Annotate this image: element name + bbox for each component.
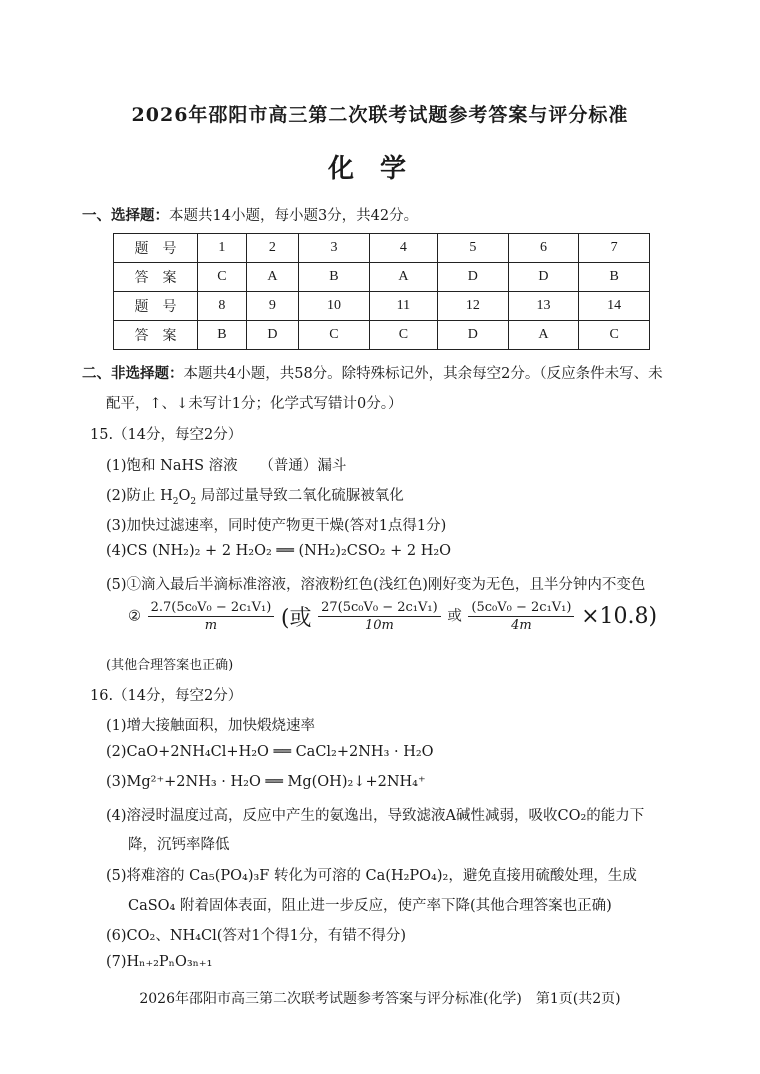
fraction-2 xyxy=(318,600,441,633)
table-cell: 4 xyxy=(369,234,437,263)
table-cell: 5 xyxy=(437,234,508,263)
section2-text2: 配平，↑、↓未写计1分；化学式写错计0分。） xyxy=(106,396,403,412)
row-label-question: 题号 xyxy=(114,234,198,263)
table-cell: 14 xyxy=(579,292,650,321)
row-label-answer: 答案 xyxy=(114,263,198,292)
table-row xyxy=(114,263,650,292)
q15-answer-2-b: O xyxy=(178,488,191,504)
q15-answer-2: (2)防止 $H_2O_2$ 局部过量导致二氧化硫脲被氧化 xyxy=(106,488,404,507)
formula-tail: ×10.8) xyxy=(581,604,658,629)
row-label-question: 题号 xyxy=(114,292,198,321)
table-cell: B xyxy=(579,263,650,292)
fraction-3 xyxy=(468,600,574,633)
q16-answer-3: (3)Mg²⁺+2NH₃ · H₂O ══ Mg(OH)₂↓+2NH₄⁺ xyxy=(106,774,426,790)
table-cell: D xyxy=(508,263,579,292)
q16-answer-4b: 降，沉钙率降低 xyxy=(128,837,230,853)
q16-answer-4a: (4)溶浸时温度过高，反应中产生的氨逸出，导致滤液A碱性减弱，吸收CO₂的能力下 xyxy=(106,808,645,824)
table-cell: D xyxy=(246,321,298,350)
fraction-1-denominator: m xyxy=(204,618,218,633)
table-cell: 13 xyxy=(508,292,579,321)
page-footer: 2026年邵阳市高三第二次联考试题参考答案与评分标准(化学) 第1页(共2页) xyxy=(139,991,621,1007)
table-row xyxy=(114,321,650,350)
fraction-2-numerator: 27(5c₀V₀ − 2c₁V₁) xyxy=(318,600,441,617)
q16-answer-5b: CaSO₄ 附着固体表面，阻止进一步反应，使产率下降(其他合理答案也正确) xyxy=(128,898,612,914)
table-cell: 1 xyxy=(198,234,247,263)
section1-line xyxy=(82,204,418,225)
table-cell: A xyxy=(508,321,579,350)
q15-answer-5: (5)①滴入最后半滴标准溶液，溶液粉红色(浅红色)刚好变为无色，且半分钟内不变色 xyxy=(106,577,646,593)
q15-note: (其他合理答案也正确) xyxy=(106,658,234,673)
q15-answer-1: (1)饱和 NaHS 溶液 （普通）漏斗 xyxy=(106,458,347,474)
table-cell: C xyxy=(198,263,247,292)
q16-header: 16.（14分，每空2分） xyxy=(90,688,243,704)
q16-answer-7: (7)Hₙ₊₂PₙO₃ₙ₊₁ xyxy=(106,954,213,970)
table-cell: 7 xyxy=(579,234,650,263)
table-cell: 2 xyxy=(246,234,298,263)
table-cell: A xyxy=(369,263,437,292)
answer-table xyxy=(113,233,650,350)
q15-header: 15.（14分，每空2分） xyxy=(90,427,243,443)
table-cell: D xyxy=(437,263,508,292)
fraction-3-denominator: 4m xyxy=(511,618,532,633)
q15-answer-4: (4)CS (NH₂)₂ + 2 H₂O₂ ══ (NH₂)₂CSO₂ + 2 H₂O xyxy=(106,543,452,559)
table-cell: C xyxy=(299,321,370,350)
section2-text1: 本题共4小题，共58分。除特殊标记外，其余每空2分。（反应条件未写、未 xyxy=(183,366,663,382)
fraction-1-numerator: 2.7(5c₀V₀ − 2c₁V₁) xyxy=(148,600,275,617)
table-cell: 8 xyxy=(198,292,247,321)
section1-heading: 一、选择题： xyxy=(82,207,169,224)
q15-answer-3: (3)加快过滤速率，同时使产物更干燥(答对1点得1分) xyxy=(106,518,447,534)
formula-or-1: (或 xyxy=(280,606,312,631)
table-cell: 12 xyxy=(437,292,508,321)
table-cell: 6 xyxy=(508,234,579,263)
table-cell: C xyxy=(579,321,650,350)
table-cell: B xyxy=(198,321,247,350)
row-label-answer: 答案 xyxy=(114,321,198,350)
table-cell: 11 xyxy=(369,292,437,321)
fraction-3-numerator: (5c₀V₀ − 2c₁V₁) xyxy=(468,600,574,617)
formula-or-2: 或 xyxy=(447,608,462,625)
section2-line1 xyxy=(82,362,663,383)
fraction-1 xyxy=(148,600,275,633)
q15-formula xyxy=(128,600,657,633)
q15-answer-2-a: (2)防止 H xyxy=(106,488,173,504)
q15-answer-2-c: 局部过量导致二氧化硫脲被氧化 xyxy=(196,488,404,504)
table-cell: C xyxy=(369,321,437,350)
table-cell: D xyxy=(437,321,508,350)
q16-answer-6: (6)CO₂、NH₄Cl(答对1个得1分，有错不得分) xyxy=(106,928,406,944)
page-title: 2026年邵阳市高三第二次联考试题参考答案与评分标准 xyxy=(131,104,629,126)
table-cell: A xyxy=(246,263,298,292)
q16-answer-2: (2)CaO+2NH₄Cl+H₂O ══ CaCl₂+2NH₃ · H₂O xyxy=(106,744,434,760)
table-cell: B xyxy=(299,263,370,292)
table-cell: 9 xyxy=(246,292,298,321)
table-row xyxy=(114,292,650,321)
subject-title: 化学 xyxy=(327,154,432,184)
section2-heading: 二、非选择题： xyxy=(82,365,184,382)
q16-answer-5a: (5)将难溶的 Ca₅(PO₄)₃F 转化为可溶的 Ca(H₂PO₄)₂，避免直接用硫酸处理，生成 xyxy=(106,868,637,884)
fraction-2-denominator: 10m xyxy=(364,618,394,633)
formula-prefix: ② xyxy=(128,608,141,625)
q16-answer-1: (1)增大接触面积，加快煅烧速率 xyxy=(106,718,316,734)
table-row xyxy=(114,234,650,263)
table-cell: 3 xyxy=(299,234,370,263)
table-cell: 10 xyxy=(299,292,370,321)
section1-text: 本题共14小题，每小题3分，共42分。 xyxy=(169,208,419,224)
